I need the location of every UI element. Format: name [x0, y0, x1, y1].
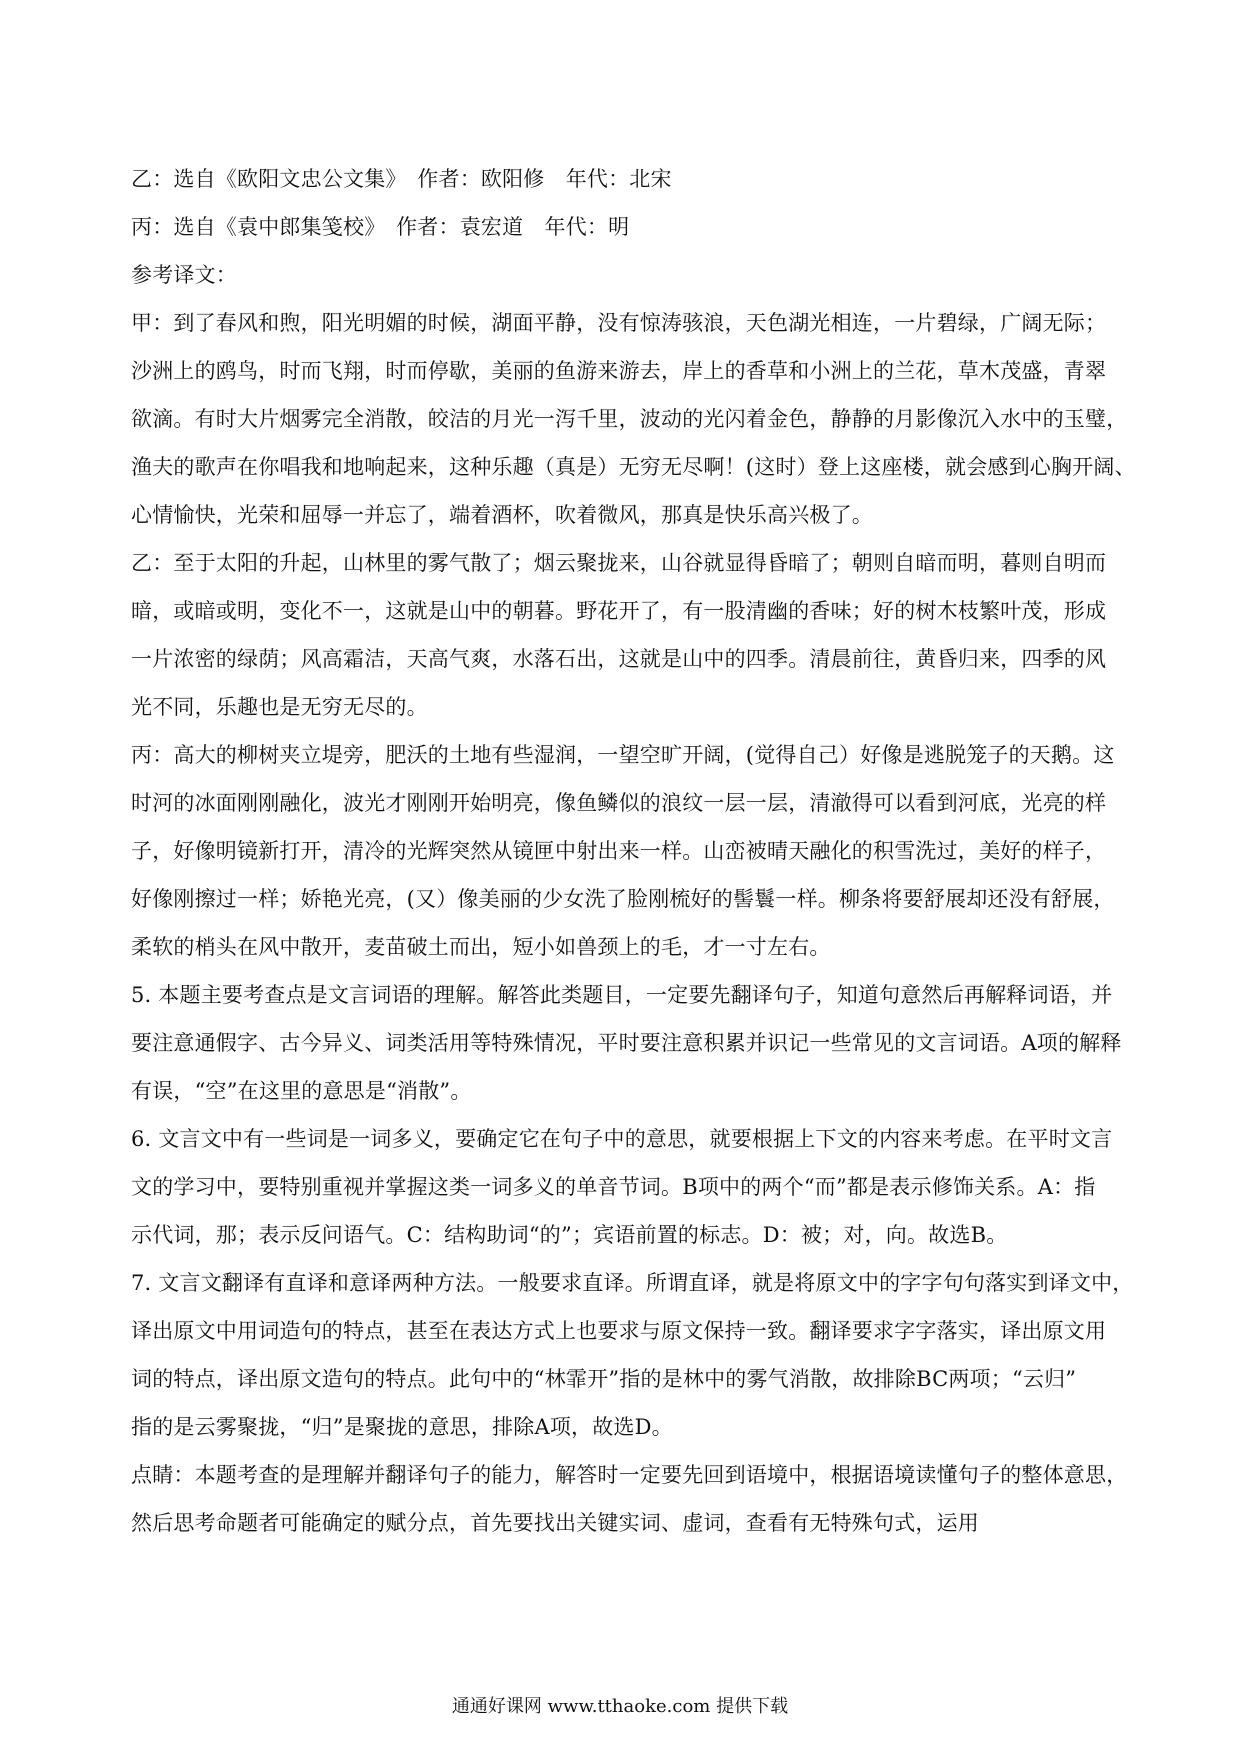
- translation-yi-line: 一片浓密的绿荫；风高霜洁，天高气爽，水落石出，这就是山中的四季。清晨前往，黄昏归来，四季的风: [131, 647, 1107, 671]
- translation-jia-line: 心情愉快，光荣和屈辱一并忘了，端着酒杯，吹着微风，那真是快乐高兴极了。: [131, 503, 873, 527]
- translation-yi-line: 乙：至于太阳的升起，山林里的雾气散了；烟云聚拢来，山谷就显得昏暗了；朝则自暗而明，暮则自明而: [131, 551, 1107, 575]
- reference-translation-heading: 参考译文：: [131, 263, 237, 287]
- document-body: [131, 155, 1136, 1547]
- translation-jia-line: 甲：到了春风和煦，阳光明媚的时候，湖面平静，没有惊涛骇浪，天色湖光相连，一片碧绿，广阔无际；: [131, 311, 1107, 335]
- answer-6-line: 文的学习中，要特别重视并掌握这类一词多义的单音节词。B项中的两个“而”都是表示修饰关系。A：指: [131, 1175, 1096, 1199]
- source-line-yi: 乙：选自《欧阳文忠公文集》 作者：欧阳修 年代：北宋: [131, 167, 672, 191]
- answer-7-line: 译出原文中用词造句的特点，甚至在表达方式上也要求与原文保持一致。翻译要求字字落实，译出原文用: [131, 1319, 1107, 1343]
- answer-7-line: 指的是云雾聚拢，“归”是聚拢的意思，排除A项，故选D。: [131, 1415, 673, 1439]
- answer-7-line: 词的特点，译出原文造句的特点。此句中的“林霏开”指的是林中的雾气消散，故排除BC两项；“云归”: [131, 1367, 1077, 1391]
- source-line-bing: 丙：选自《袁中郎集笺校》 作者：袁宏道 年代：明: [131, 215, 630, 239]
- commentary-line: 点睛：本题考查的是理解并翻译句子的能力，解答时一定要先回到语境中，根据语境读懂句子的整体意思，: [131, 1463, 1128, 1487]
- translation-jia-line: 渔夫的歌声在你唱我和地响起来，这种乐趣（真是）无穷无尽啊！(这时）登上这座楼，就会感到心胸开阔、: [131, 455, 1136, 479]
- answer-5-line: 要注意通假字、古今异义、词类活用等特殊情况，平时要注意积累并识记一些常见的文言词语。A项的解释: [131, 1031, 1122, 1055]
- translation-yi-line: 暗，或暗或明，变化不一，这就是山中的朝暮。野花开了，有一股清幽的香味；好的树木枝繁叶茂，形成: [131, 599, 1107, 623]
- translation-bing-line: 时河的冰面刚刚融化，波光才刚刚开始明亮，像鱼鳞似的浪纹一层一层，清澈得可以看到河底，光亮的样: [131, 791, 1107, 815]
- translation-jia-line: 沙洲上的鸥鸟，时而飞翔，时而停歇，美丽的鱼游来游去，岸上的香草和小洲上的兰花，草木茂盛，青翠: [131, 359, 1107, 383]
- translation-yi-line: 光不同，乐趣也是无穷无尽的。: [131, 695, 428, 719]
- translation-bing-line: 子，好像明镜新打开，清冷的光辉突然从镜匣中射出来一样。山峦被晴天融化的积雪洗过，美好的样子，: [131, 839, 1107, 863]
- answer-6-line: 示代词，那；表示反问语气。C：结构助词“的”；宾语前置的标志。D：被；对，向。故选B。: [131, 1223, 1008, 1247]
- page-footer: 通通好课网 www.tthaoke.com 提供下载: [451, 1696, 789, 1717]
- commentary-line: 然后思考命题者可能确定的赋分点，首先要找出关键实词、虚词，查看有无特殊句式，运用: [131, 1511, 979, 1535]
- answer-6-line: 6. 文言文中有一些词是一词多义，要确定它在句子中的意思，就要根据上下文的内容来考虑。在平时文言: [131, 1127, 1113, 1151]
- translation-jia-line: 欲滴。有时大片烟雾完全消散，皎洁的月光一泻千里，波动的光闪着金色，静静的月影像沉入水中的玉璧，: [131, 407, 1128, 431]
- translation-bing-line: 柔软的梢头在风中散开，麦苗破土而出，短小如兽颈上的毛，才一寸左右。: [131, 935, 831, 959]
- answer-5-line: 5. 本题主要考查点是文言词语的理解。解答此类题目，一定要先翻译句子，知道句意然后再解释词语，并: [131, 983, 1113, 1007]
- answer-7-line: 7. 文言文翻译有直译和意译两种方法。一般要求直译。所谓直译，就是将原文中的字字句句落实到译文中，: [131, 1271, 1134, 1295]
- answer-5-line: 有误，“空”在这里的意思是“消散”。: [131, 1079, 472, 1103]
- translation-bing-line: 丙：高大的柳树夹立堤旁，肥沃的土地有些湿润，一望空旷开阔，(觉得自己）好像是逃脱笼子的天鹅。这: [131, 743, 1115, 767]
- translation-bing-line: 好像刚擦过一样；娇艳光亮，(又）像美丽的少女洗了脸刚梳好的髻鬟一样。柳条将要舒展却还没有舒展，: [131, 887, 1115, 911]
